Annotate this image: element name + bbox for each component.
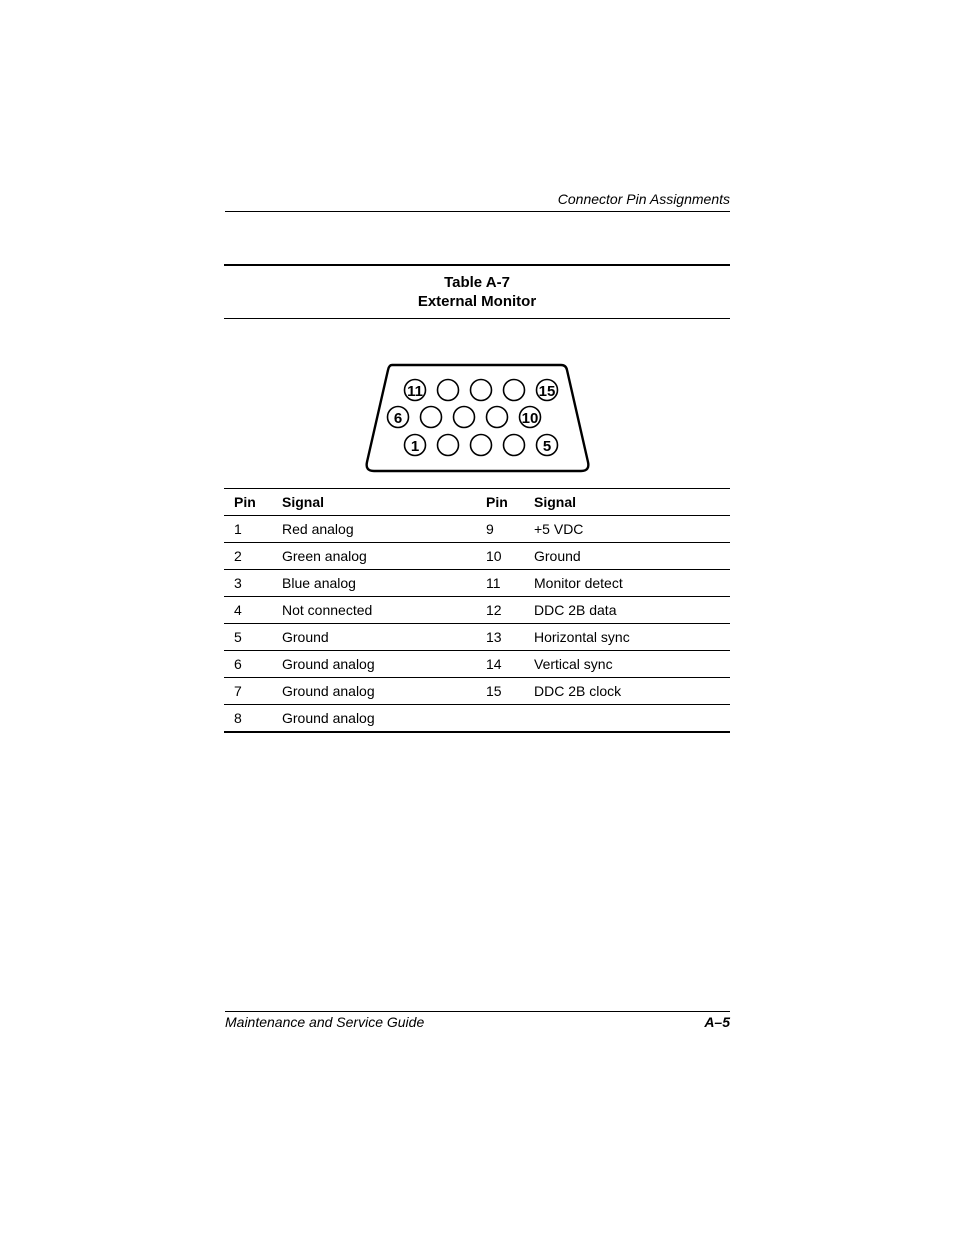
footer-rule (225, 1011, 730, 1012)
pin-cell: 13 (486, 624, 534, 651)
signal-cell: Ground (534, 543, 730, 570)
signal-cell: Ground analog (282, 678, 486, 705)
pin-4-hole (504, 435, 525, 456)
pin-label-6: 6 (393, 410, 403, 427)
table-row (224, 597, 730, 624)
pin-cell (486, 705, 534, 733)
pin-cell: 6 (224, 651, 282, 678)
pin-cell: 3 (224, 570, 282, 597)
table-caption (224, 264, 730, 319)
table-row (224, 651, 730, 678)
column-header-signal: Signal (282, 489, 486, 516)
pin-13-hole (471, 380, 492, 401)
pin-cell: 5 (224, 624, 282, 651)
pin-cell: 11 (486, 570, 534, 597)
pin-cell: 12 (486, 597, 534, 624)
column-header-pin: Pin (224, 489, 282, 516)
pin-cell: 4 (224, 597, 282, 624)
pin-cell: 15 (486, 678, 534, 705)
header-rule (225, 211, 730, 212)
pin-cell: 7 (224, 678, 282, 705)
pin-3-hole (471, 435, 492, 456)
signal-cell: Ground analog (282, 705, 486, 733)
pin-cell: 14 (486, 651, 534, 678)
pin-cell: 2 (224, 543, 282, 570)
table-row (224, 705, 730, 733)
footer-guide-title: Maintenance and Service Guide (225, 1014, 425, 1030)
signal-cell: +5 VDC (534, 516, 730, 543)
signal-cell (534, 705, 730, 733)
column-header-signal: Signal (534, 489, 730, 516)
pin-8-hole (454, 407, 475, 428)
table-row (224, 624, 730, 651)
pin-label-15: 15 (538, 383, 556, 400)
running-header: Connector Pin Assignments (557, 191, 730, 207)
pin-cell: 8 (224, 705, 282, 733)
table-title: External Monitor (417, 293, 537, 310)
signal-cell: DDC 2B data (534, 597, 730, 624)
pin-label-5: 5 (542, 438, 552, 455)
pin-12-hole (438, 380, 459, 401)
table-row (224, 570, 730, 597)
table-header-row (224, 489, 730, 516)
signal-cell: Ground (282, 624, 486, 651)
signal-cell: Not connected (282, 597, 486, 624)
pin-14-hole (504, 380, 525, 401)
pin-cell: 1 (224, 516, 282, 543)
signal-cell: Monitor detect (534, 570, 730, 597)
column-header-pin: Pin (486, 489, 534, 516)
pin-9-hole (487, 407, 508, 428)
signal-cell: Blue analog (282, 570, 486, 597)
signal-cell: Red analog (282, 516, 486, 543)
signal-cell: Ground analog (282, 651, 486, 678)
table-row (224, 543, 730, 570)
table-row (224, 678, 730, 705)
pin-label-1: 1 (410, 438, 420, 455)
pin-label-10: 10 (521, 410, 539, 427)
signal-cell: DDC 2B clock (534, 678, 730, 705)
table-number: Table A-7 (444, 274, 510, 291)
pin-7-hole (421, 407, 442, 428)
pin-assignment-table (224, 488, 730, 733)
signal-cell: Horizontal sync (534, 624, 730, 651)
signal-cell: Green analog (282, 543, 486, 570)
pin-cell: 9 (486, 516, 534, 543)
page-number: A–5 (704, 1014, 730, 1030)
signal-cell: Vertical sync (534, 651, 730, 678)
vga-connector-diagram (364, 360, 592, 476)
pin-cell: 10 (486, 543, 534, 570)
pin-2-hole (438, 435, 459, 456)
pin-label-11: 11 (407, 383, 423, 400)
table-row (224, 516, 730, 543)
